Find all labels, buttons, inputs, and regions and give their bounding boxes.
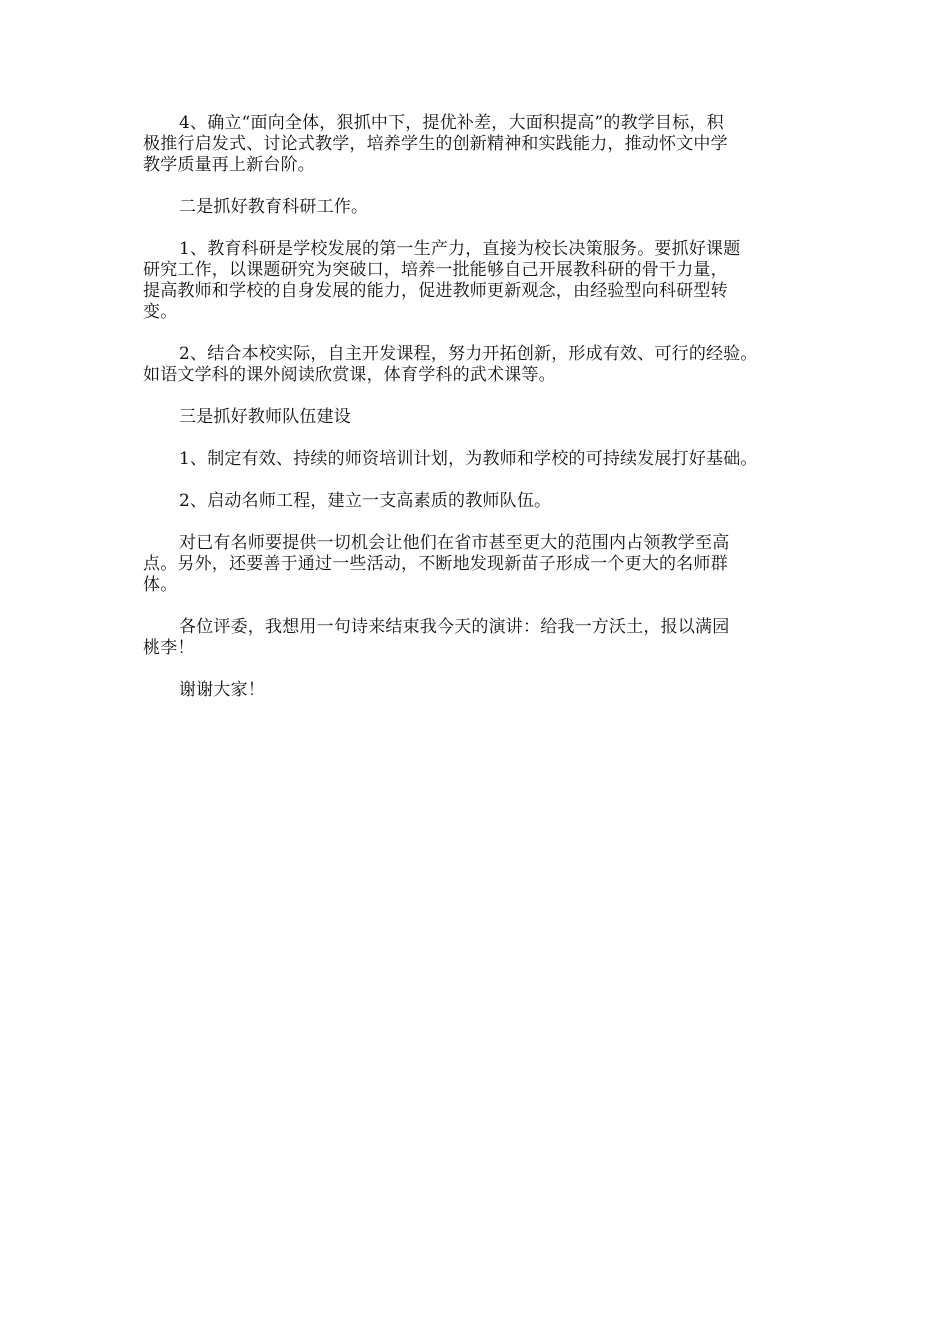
paragraph-line: 各位评委，我想用一句诗来结束我今天的演讲：给我一方沃土，报以满园 xyxy=(179,617,730,637)
paragraph-line: 点。另外，还要善于通过一些活动，不断地发现新苗子形成一个更大的名师群 xyxy=(143,554,728,574)
paragraph-teaching-goal xyxy=(143,113,823,176)
paragraph-teachers-1 xyxy=(143,449,823,470)
section-heading-research xyxy=(143,197,823,218)
paragraph-line: 体。 xyxy=(143,575,178,595)
paragraph-line: 桃李！ xyxy=(143,638,195,658)
paragraph-line: 研究工作，以课题研究为突破口，培养一批能够自己开展教科研的骨干力量， xyxy=(143,260,728,280)
paragraph-line: 2、启动名师工程，建立一支高素质的教师队伍。 xyxy=(179,491,552,511)
paragraph-line: 提高教师和学校的自身发展的能力，促进教师更新观念，由经验型向科研型转 xyxy=(143,281,728,301)
paragraph-line: 4、确立“面向全体，狠抓中下，提优补差，大面积提高”的教学目标，积 xyxy=(179,113,724,133)
paragraph-line: 1、教育科研是学校发展的第一生产力，直接为校长决策服务。要抓好课题 xyxy=(179,239,741,259)
paragraph-famous-teachers xyxy=(143,533,823,596)
paragraph-line: 教学质量再上新台阶。 xyxy=(143,155,315,175)
paragraph-thanks xyxy=(143,680,823,701)
paragraph-line: 极推行启发式、讨论式教学，培养学生的创新精神和实践能力，推动怀文中学 xyxy=(143,134,728,154)
paragraph-line: 三是抓好教师队伍建设 xyxy=(179,407,351,427)
paragraph-teachers-2 xyxy=(143,491,823,512)
section-heading-teachers xyxy=(143,407,823,428)
document-body xyxy=(143,113,823,722)
paragraph-closing-poem xyxy=(143,617,823,659)
paragraph-line: 变。 xyxy=(143,302,178,322)
paragraph-line: 如语文学科的课外阅读欣赏课，体育学科的武术课等。 xyxy=(143,365,556,385)
paragraph-line: 对已有名师要提供一切机会让他们在省市甚至更大的范围内占领教学至高 xyxy=(179,533,730,553)
paragraph-research-1 xyxy=(143,239,823,323)
paragraph-line: 1、制定有效、持续的师资培训计划，为教师和学校的可持续发展打好基础。 xyxy=(179,449,758,469)
paragraph-line: 2、结合本校实际，自主开发课程，努力开拓创新，形成有效、可行的经验。 xyxy=(179,344,758,364)
paragraph-research-2 xyxy=(143,344,823,386)
paragraph-line: 谢谢大家！ xyxy=(179,680,265,700)
paragraph-line: 二是抓好教育科研工作。 xyxy=(179,197,369,217)
